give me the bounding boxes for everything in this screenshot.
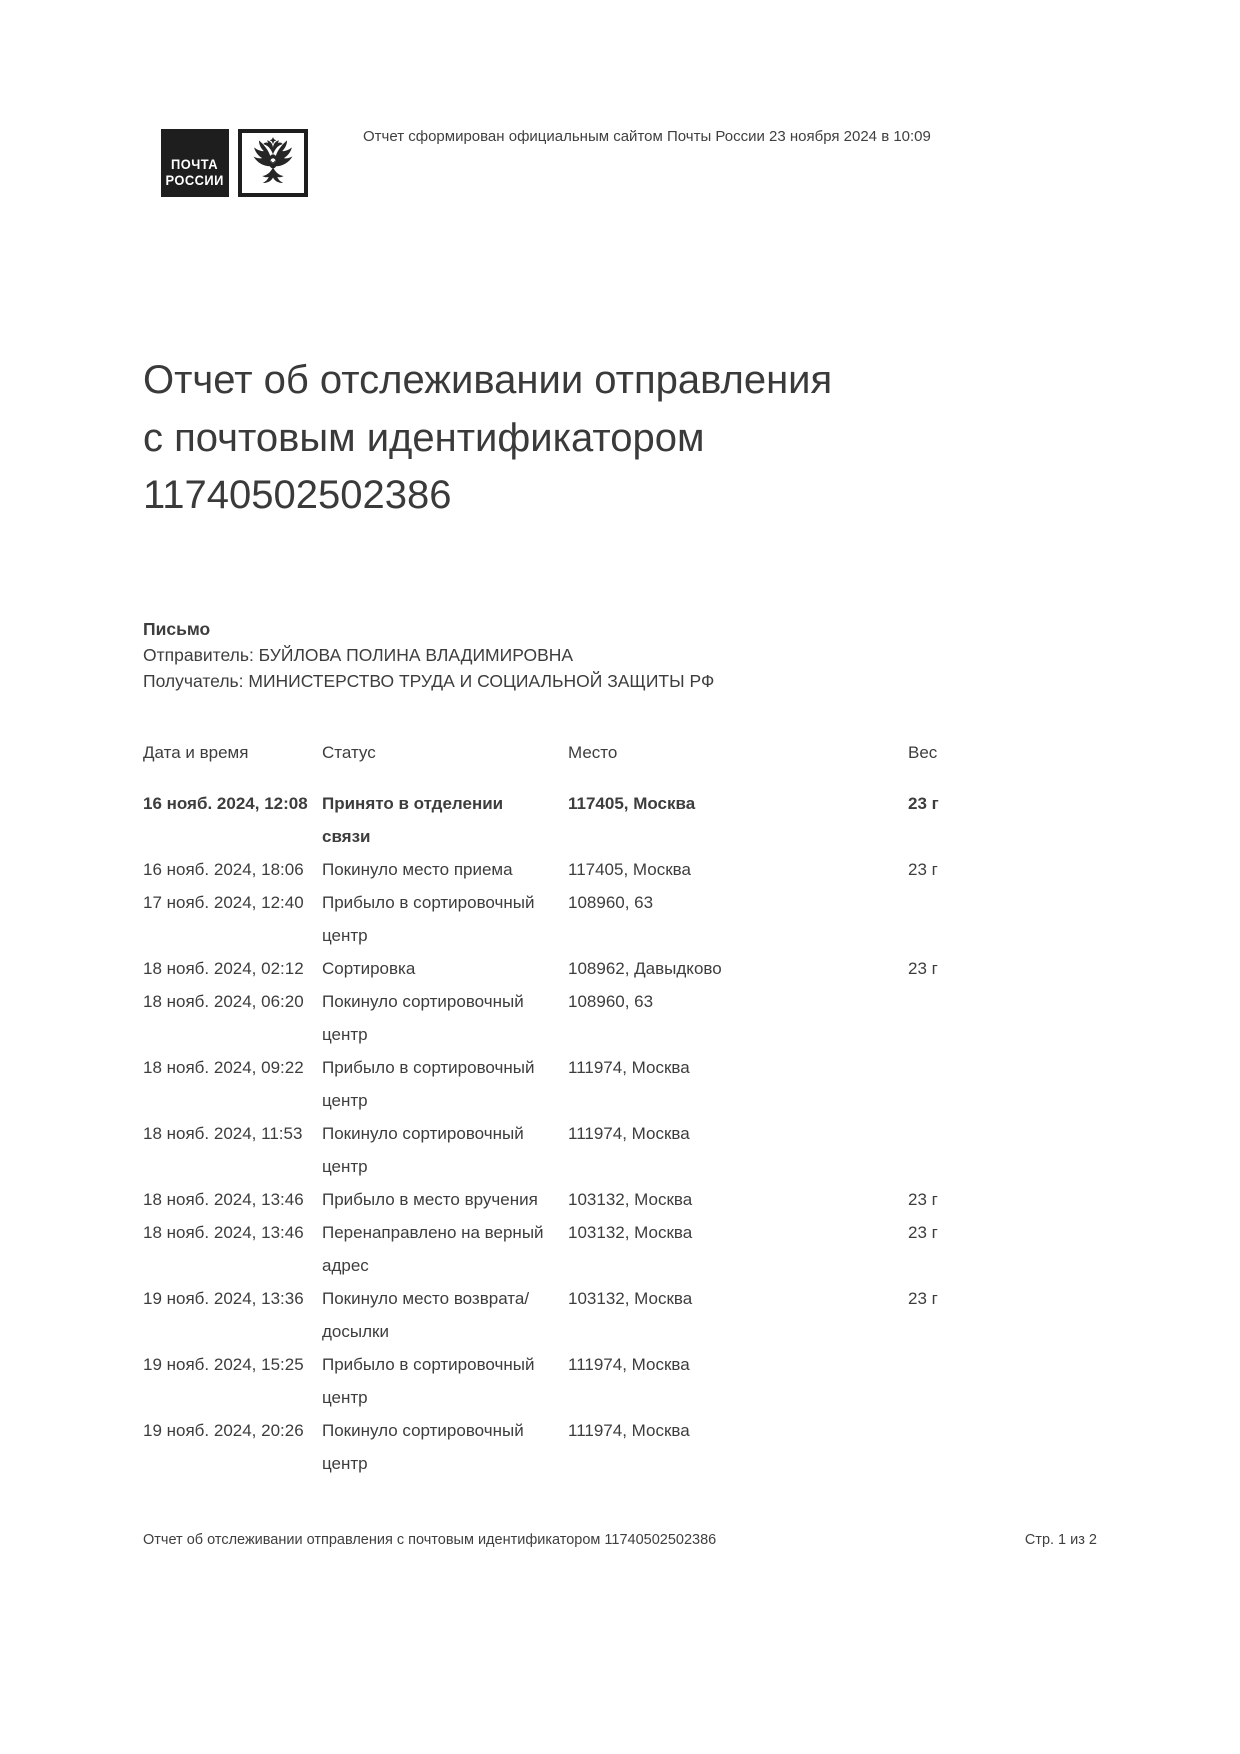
cell-place: 103132, Москва [568,1190,693,1209]
header-weight: Вес [908,743,938,762]
cell-datetime: 19 нояб. 2024, 20:26 [143,1421,304,1440]
cell-weight: 23 г [908,794,939,813]
page-footer [143,1532,1097,1548]
footer-page-number: Стр. 1 из 2 [1024,1532,1097,1548]
shipment-info [143,616,714,694]
cell-datetime: 18 нояб. 2024, 11:53 [143,1124,303,1143]
cell-weight [908,1117,998,1183]
table-row [143,1348,1103,1414]
cell-place: 117405, Москва [568,860,691,879]
table-row [143,1051,1103,1117]
title-line-1: Отчет об отслеживании отправления [143,358,833,402]
cell-status: Принято в отделении связи [322,794,504,846]
cell-status: Покинуло место возврата/досылки [322,1289,530,1341]
cell-weight [908,985,998,1051]
cell-weight [908,1348,998,1414]
cell-weight: 23 г [908,1289,938,1308]
cell-datetime: 18 нояб. 2024, 06:20 [143,992,304,1011]
cell-datetime: 18 нояб. 2024, 09:22 [143,1058,304,1077]
table-row [143,1216,1103,1282]
cell-status: Прибыло в сортировочный центр [322,893,535,945]
table-row [143,985,1103,1051]
cell-place: 103132, Москва [568,1223,693,1242]
shipment-sender: Отправитель: БУЙЛОВА ПОЛИНА ВЛАДИМИРОВНА [143,645,574,665]
cell-place: 108962, Давыдково [568,959,722,978]
cell-weight: 23 г [908,959,938,978]
title-line-2: с почтовым идентификатором [143,415,705,460]
table-row [143,886,1103,952]
cell-datetime: 16 нояб. 2024, 12:08 [143,794,308,813]
header-datetime: Дата и время [143,743,249,762]
cell-status: Покинуло место приема [322,860,513,879]
cell-place: 111974, Москва [568,1058,690,1077]
cell-status: Покинуло сортировочный центр [322,1421,524,1473]
tracking-table-body [143,787,1103,1480]
cell-place: 103132, Москва [568,1289,693,1308]
header-status: Статус [322,743,376,762]
logo-word-rossii: РОССИИ [165,172,225,188]
logo-word-pochta: ПОЧТА [171,156,219,172]
footer-report-label: Отчет об отслеживании отправления с почтовым идентификатором 11740502502386 [143,1532,717,1548]
cell-place: 111974, Москва [568,1124,690,1143]
title-line-3-tracking-number: 11740502502386 [143,473,452,517]
cell-datetime: 19 нояб. 2024, 13:36 [143,1289,304,1308]
shipment-recipient: Получатель: МИНИСТЕРСТВО ТРУДА И СОЦИАЛЬНОЙ ЗАЩИТЫ РФ [143,671,715,691]
table-row [143,952,1103,985]
cell-status: Прибыло в сортировочный центр [322,1058,535,1110]
cell-place: 111974, Москва [568,1355,690,1374]
shipment-type: Письмо [143,619,211,639]
table-row [143,1414,1103,1480]
cell-place: 111974, Москва [568,1421,690,1440]
cell-status: Прибыло в место вручения [322,1190,538,1209]
table-row [143,1117,1103,1183]
cell-place: 108960, 63 [568,893,654,912]
cell-datetime: 18 нояб. 2024, 13:46 [143,1223,304,1242]
russian-post-logo [161,129,308,197]
cell-status: Сортировка [322,959,416,978]
header-place: Место [568,743,618,762]
table-row [143,787,1103,853]
cell-status: Перенаправлено на верный адрес [322,1223,544,1275]
tracking-table [143,736,1103,1480]
table-row [143,853,1103,886]
postal-eagle-emblem-icon [238,129,308,197]
cell-weight [908,1414,998,1480]
cell-weight [908,886,998,952]
cell-datetime: 18 нояб. 2024, 13:46 [143,1190,304,1209]
table-row [143,1282,1103,1348]
post-logo-wordmark [161,129,229,197]
cell-place: 108960, 63 [568,992,654,1011]
cell-datetime: 17 нояб. 2024, 12:40 [143,893,304,912]
cell-status: Прибыло в сортировочный центр [322,1355,535,1407]
cell-datetime: 19 нояб. 2024, 15:25 [143,1355,304,1374]
cell-status: Покинуло сортировочный центр [322,1124,524,1176]
cell-weight: 23 г [908,860,938,879]
tracking-table-header [143,736,1103,769]
cell-weight: 23 г [908,1223,938,1242]
page-title [143,352,832,525]
cell-place: 117405, Москва [568,794,696,813]
table-row [143,1183,1103,1216]
cell-weight: 23 г [908,1190,938,1209]
cell-weight [908,1051,998,1117]
cell-datetime: 18 нояб. 2024, 02:12 [143,959,304,978]
cell-status: Покинуло сортировочный центр [322,992,524,1044]
report-generated-note: Отчет сформирован официальным сайтом Почты России 23 ноября 2024 в 10:09 [363,128,931,145]
cell-datetime: 16 нояб. 2024, 18:06 [143,860,304,879]
